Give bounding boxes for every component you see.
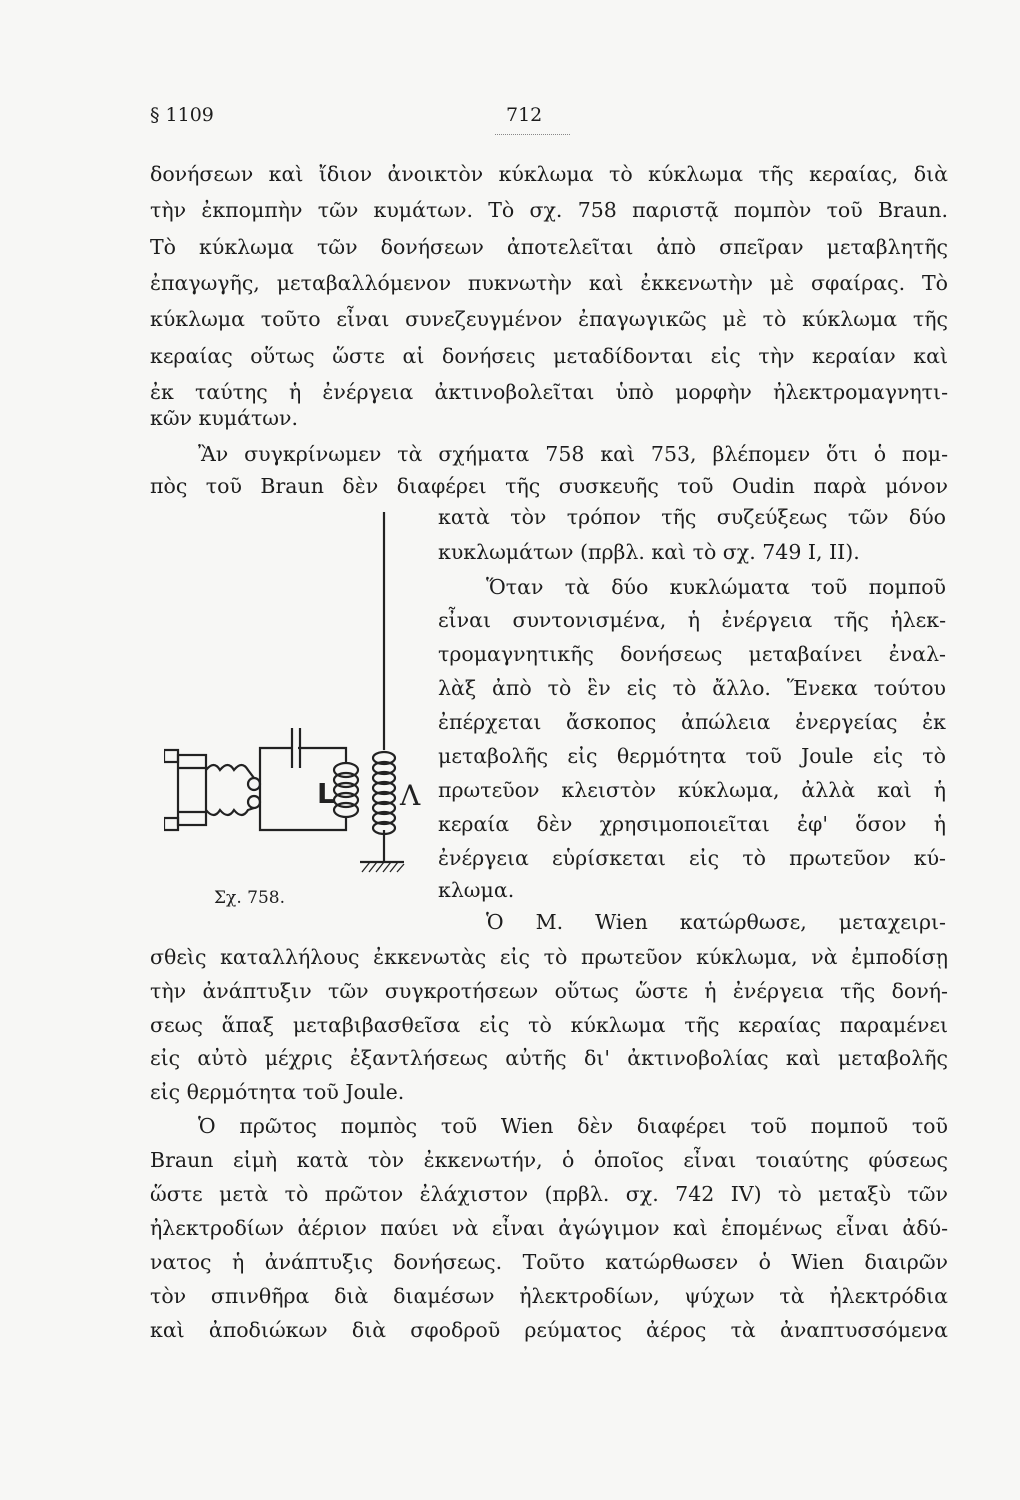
header-rule bbox=[495, 134, 570, 135]
text-line: ἐπέρχεται ἄσκοπος ἀπώλεια ἐνεργείας ἐκ bbox=[438, 710, 946, 734]
text-line: κατὰ τὸν τρόπον τῆς συζεύξεως τῶν δύο bbox=[438, 505, 946, 529]
page-number: 712 bbox=[506, 104, 543, 126]
text-line: σεως ἅπαξ μεταβιβασθεῖσα εἰς τὸ κύκλωμα τῆς κεραίας παραμένει bbox=[150, 1013, 948, 1037]
text-line: κῶν κυμάτων. bbox=[150, 406, 298, 430]
page-header bbox=[150, 104, 950, 136]
text-line: τρομαγνητικῆς δονήσεως μεταβαίνει ἐναλ- bbox=[438, 642, 946, 666]
text-line: ἠλεκτροδίων ἀέριον παύει νὰ εἶναι ἀγώγιμον καὶ ἑπομένως εἶναι ἀδύ- bbox=[150, 1216, 948, 1240]
induction-coil bbox=[164, 750, 254, 830]
text-line: ἐκ ταύτης ἡ ἐνέργεια ἀκτινοβολεῖται ὑπὸ μορφὴν ἠλεκτρομαγνητι- bbox=[150, 380, 948, 404]
primary-coil bbox=[334, 763, 358, 817]
text-line: ἐπαγωγῆς, μεταβαλλόμενον πυκνωτὴν καὶ ἐκκενωτὴν μὲ σφαίρας. Τὸ bbox=[150, 271, 948, 295]
text-line: Τὸ κύκλωμα τῶν δονήσεων ἀποτελεῖται ἀπὸ σπεῖραν μεταβλητῆς bbox=[150, 235, 948, 259]
text-line: εἰς θερμότητα τοῦ Joule. bbox=[150, 1080, 405, 1104]
text-line: μεταβολῆς εἰς θερμότητα τοῦ Joule εἰς τὸ bbox=[438, 744, 946, 768]
text-line: πρωτεῦον κλειστὸν κύκλωμα, ἀλλὰ καὶ ἡ bbox=[438, 778, 946, 802]
text-line: εἶναι συντονισμένα, ἡ ἐνέργεια τῆς ἠλεκ- bbox=[438, 608, 946, 632]
text-line: κεραίας οὕτως ὥστε αἱ δονήσεις μεταδίδονται εἰς τὴν κεραίαν καὶ bbox=[150, 344, 948, 368]
text-line: Ἂν συγκρίνωμεν τὰ σχήματα 758 καὶ 753, βλέπομεν ὅτι ὁ πομ- bbox=[198, 442, 948, 466]
text-line: τὸν σπινθῆρα διὰ διαμέσων ἠλεκτροδίων, ψύχων τὰ ἠλεκτρόδια bbox=[150, 1284, 948, 1308]
text-line: κύκλωμα τοῦτο εἶναι συνεζευγμένον ἐπαγωγικῶς μὲ τὸ κύκλωμα τῆς bbox=[150, 307, 948, 331]
figure-caption: Σχ. 758. bbox=[214, 888, 285, 908]
coil-label-L: L bbox=[317, 777, 335, 810]
antenna-label-lambda: Λ bbox=[400, 779, 421, 812]
text-line: Ὁ πρῶτος πομπὸς τοῦ Wien δὲν διαφέρει τοῦ πομποῦ τοῦ bbox=[198, 1114, 948, 1138]
ground-hatching bbox=[362, 862, 404, 872]
text-line: τὴν ἀνάπτυξιν τῶν συγκροτήσεων οὕτως ὥστε ἡ ἐνέργεια τῆς δονή- bbox=[150, 979, 948, 1003]
text-line: λὰξ ἀπὸ τὸ ἓν εἰς τὸ ἄλλο. Ἕνεκα τούτου bbox=[438, 676, 946, 700]
text-line: κλωμα. bbox=[438, 878, 515, 902]
spark-sphere-bottom bbox=[248, 796, 260, 808]
text-line: ἐνέργεια εὑρίσκεται εἰς τὸ πρωτεῦον κύ- bbox=[438, 846, 946, 870]
text-line: κυκλωμάτων (πρβλ. καὶ τὸ σχ. 749 I, II). bbox=[438, 540, 860, 564]
section-number: § 1109 bbox=[150, 104, 214, 126]
text-line: τὴν ἐκπομπὴν τῶν κυμάτων. Τὸ σχ. 758 παριστᾷ πομπὸν τοῦ Braun. bbox=[150, 198, 948, 222]
text-line: καὶ ἀποδιώκων διὰ σφοδροῦ ρεύματος ἀέρος τὰ ἀναπτυσσόμενα bbox=[150, 1318, 948, 1342]
text-line: εἰς αὐτὸ μέχρις ἐξαντλήσεως αὐτῆς δι' ἀκτινοβολίας καὶ μεταβολῆς bbox=[150, 1046, 948, 1070]
text-line: πὸς τοῦ Braun δὲν διαφέρει τῆς συσκευῆς τοῦ Oudin παρὰ μόνον bbox=[150, 474, 948, 498]
text-line: Ὅταν τὰ δύο κυκλώματα τοῦ πομποῦ bbox=[486, 575, 946, 599]
braun-transmitter-diagram bbox=[164, 500, 444, 920]
text-line: Braun εἰμὴ κατὰ τὸν ἐκκενωτήν, ὁ ὁποῖος εἶναι τοιαύτης φύσεως bbox=[150, 1148, 948, 1172]
text-line: ὥστε μετὰ τὸ πρῶτον ἐλάχιστον (πρβλ. σχ. 742 IV) τὸ μεταξὺ τῶν bbox=[150, 1182, 948, 1206]
text-line: Ὁ Μ. Wien κατώρθωσε, μεταχειρι- bbox=[486, 910, 946, 934]
text-line: δονήσεων καὶ ἴδιον ἀνοικτὸν κύκλωμα τὸ κύκλωμα τῆς κεραίας, διὰ bbox=[150, 162, 948, 186]
text-line: νατος ἡ ἀνάπτυξις δονήσεως. Τοῦτο κατώρθωσεν ὁ Wien διαιρῶν bbox=[150, 1250, 948, 1274]
text-line: κεραία δὲν χρησιμοποιεῖται ἐφ' ὅσον ἡ bbox=[438, 812, 946, 836]
text-line: σθεὶς καταλλήλους ἐκκενωτὰς εἰς τὸ πρωτεῦον κύκλωμα, νὰ ἐμποδίσῃ bbox=[150, 945, 948, 969]
antenna-coil bbox=[373, 752, 395, 834]
spark-sphere-top bbox=[248, 778, 260, 790]
